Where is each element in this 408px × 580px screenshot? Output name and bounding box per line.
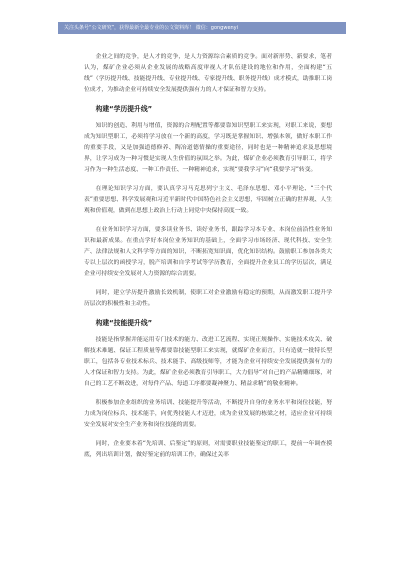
paragraph: 企业之间的竞争，是人才的竞争，是人力资源综合素质的竞争。面对新形势、新要求，笔者认为，煤矿企业必须从企业发展的战略高度审视人才队伍建设的地位和作用，全面构建“五线”（学历提升线、技能提升线、专业提升线、专家提升线、职务提升线）成才模式，助推职工岗位成才，为推动企业可持续安全发展提供强有力的人才保证和智力支持。 [84,54,332,93]
paragraph: 在业务知识学习方面，要多读业务书、读好业务书，跟踪学习本专业、本岗位前沿性业务知识和最新成果。在重点学好本岗位业务知识的基础上，全面学习市场经济、现代科技、安全生产、法律法规和人文科学等方面的知识，不断拓宽知识面，优化知识结构。鼓励职工参加各类大专以上层次的函授学习，脱产培训和自学考试等学历教育，全面提升企业员工的学历层次，满足企业可持续安全发展对人力资源的综合需要。 [84,227,332,277]
section-heading-skill: 构建“技能提升线” [95,319,153,327]
paragraph: 在理论知识学习方面，要认真学习马克思列宁主义、毛泽东思想、邓小平理论、“三个代表”重要思想、科学发展观和习近平新时代中国特色社会主义思想，牢固树立正确的世界观、人生观和价值观，做到在思想上政治上行动上同党中央保持高度一致。 [84,186,332,214]
section-heading-degree: 构建“学历提升线” [95,105,153,113]
paragraph: 知识的创造、利用与增值，资源的合理配置等都要靠知识型职工来实现，对职工来说，要想成为知识型职工，必须将学习放在一个新的高度，学习既是掌握知识、增强本领，做好本职工作的重要手段，又是加强道德修养、陶冶道德情操的重要途径，同时也是一种精神追求及思想境界，让学习成为一种习惯是实现人生价值的氛围之举。为此，煤矿企业必须教育引导职工，将学习作为一种生活态度、一种工作责任、一种精神追求，实现“要我学习”向“我要学习”转变。 [84,123,332,173]
article-body [84,52,332,469]
paragraph: 技能是指掌握并能运用专门技术的能力、改进工艺流程、实现正规操作、实施技术攻关、破解技术难题、保证工程质量等都要靠技能型职工来实现，就煤矿企业而言，只有造就一批特长型职工，包括各专业技术标兵、技术能手、高级技师等，才能为企业可持续安全发展提供强有力的人才保证和智力支持。为此，煤矿企业必须教育引导职工，大力倡导“对自己的产品精雕细琢，对自己的工艺不断改进，对每件产品、每道工序都要凝神聚力、精益求精”的敬业精神。 [84,337,332,387]
paragraph: 同时，建立学历提升激励长效机制，使职工对企业激励有稳定的预期，从而激发职工提升学历层次的积极性和主动性。 [84,290,332,307]
header-banner: 关注头条号“公文研究”，获得最新全最专业的公文资料库！ 微信：gongwenyi [58,22,346,34]
paragraph: 同时，企业要本着“先培训、后鉴定”的原则，对需要职业技能鉴定的职工，提前一年调查摸底，列出培训计划，做好鉴定前的培训工作，确保过关率 [84,441,332,458]
paragraph: 积极参加企业组织的业务培训、技能提升等活动，不断提升自身的业务水平和岗位技能，努力成为岗位标兵、技术能手，向优秀技能人才迈进，成为企业发展的栋梁之材，适应企业可持续安全发展对安全生产业务和岗位技能的需要。 [84,400,332,428]
